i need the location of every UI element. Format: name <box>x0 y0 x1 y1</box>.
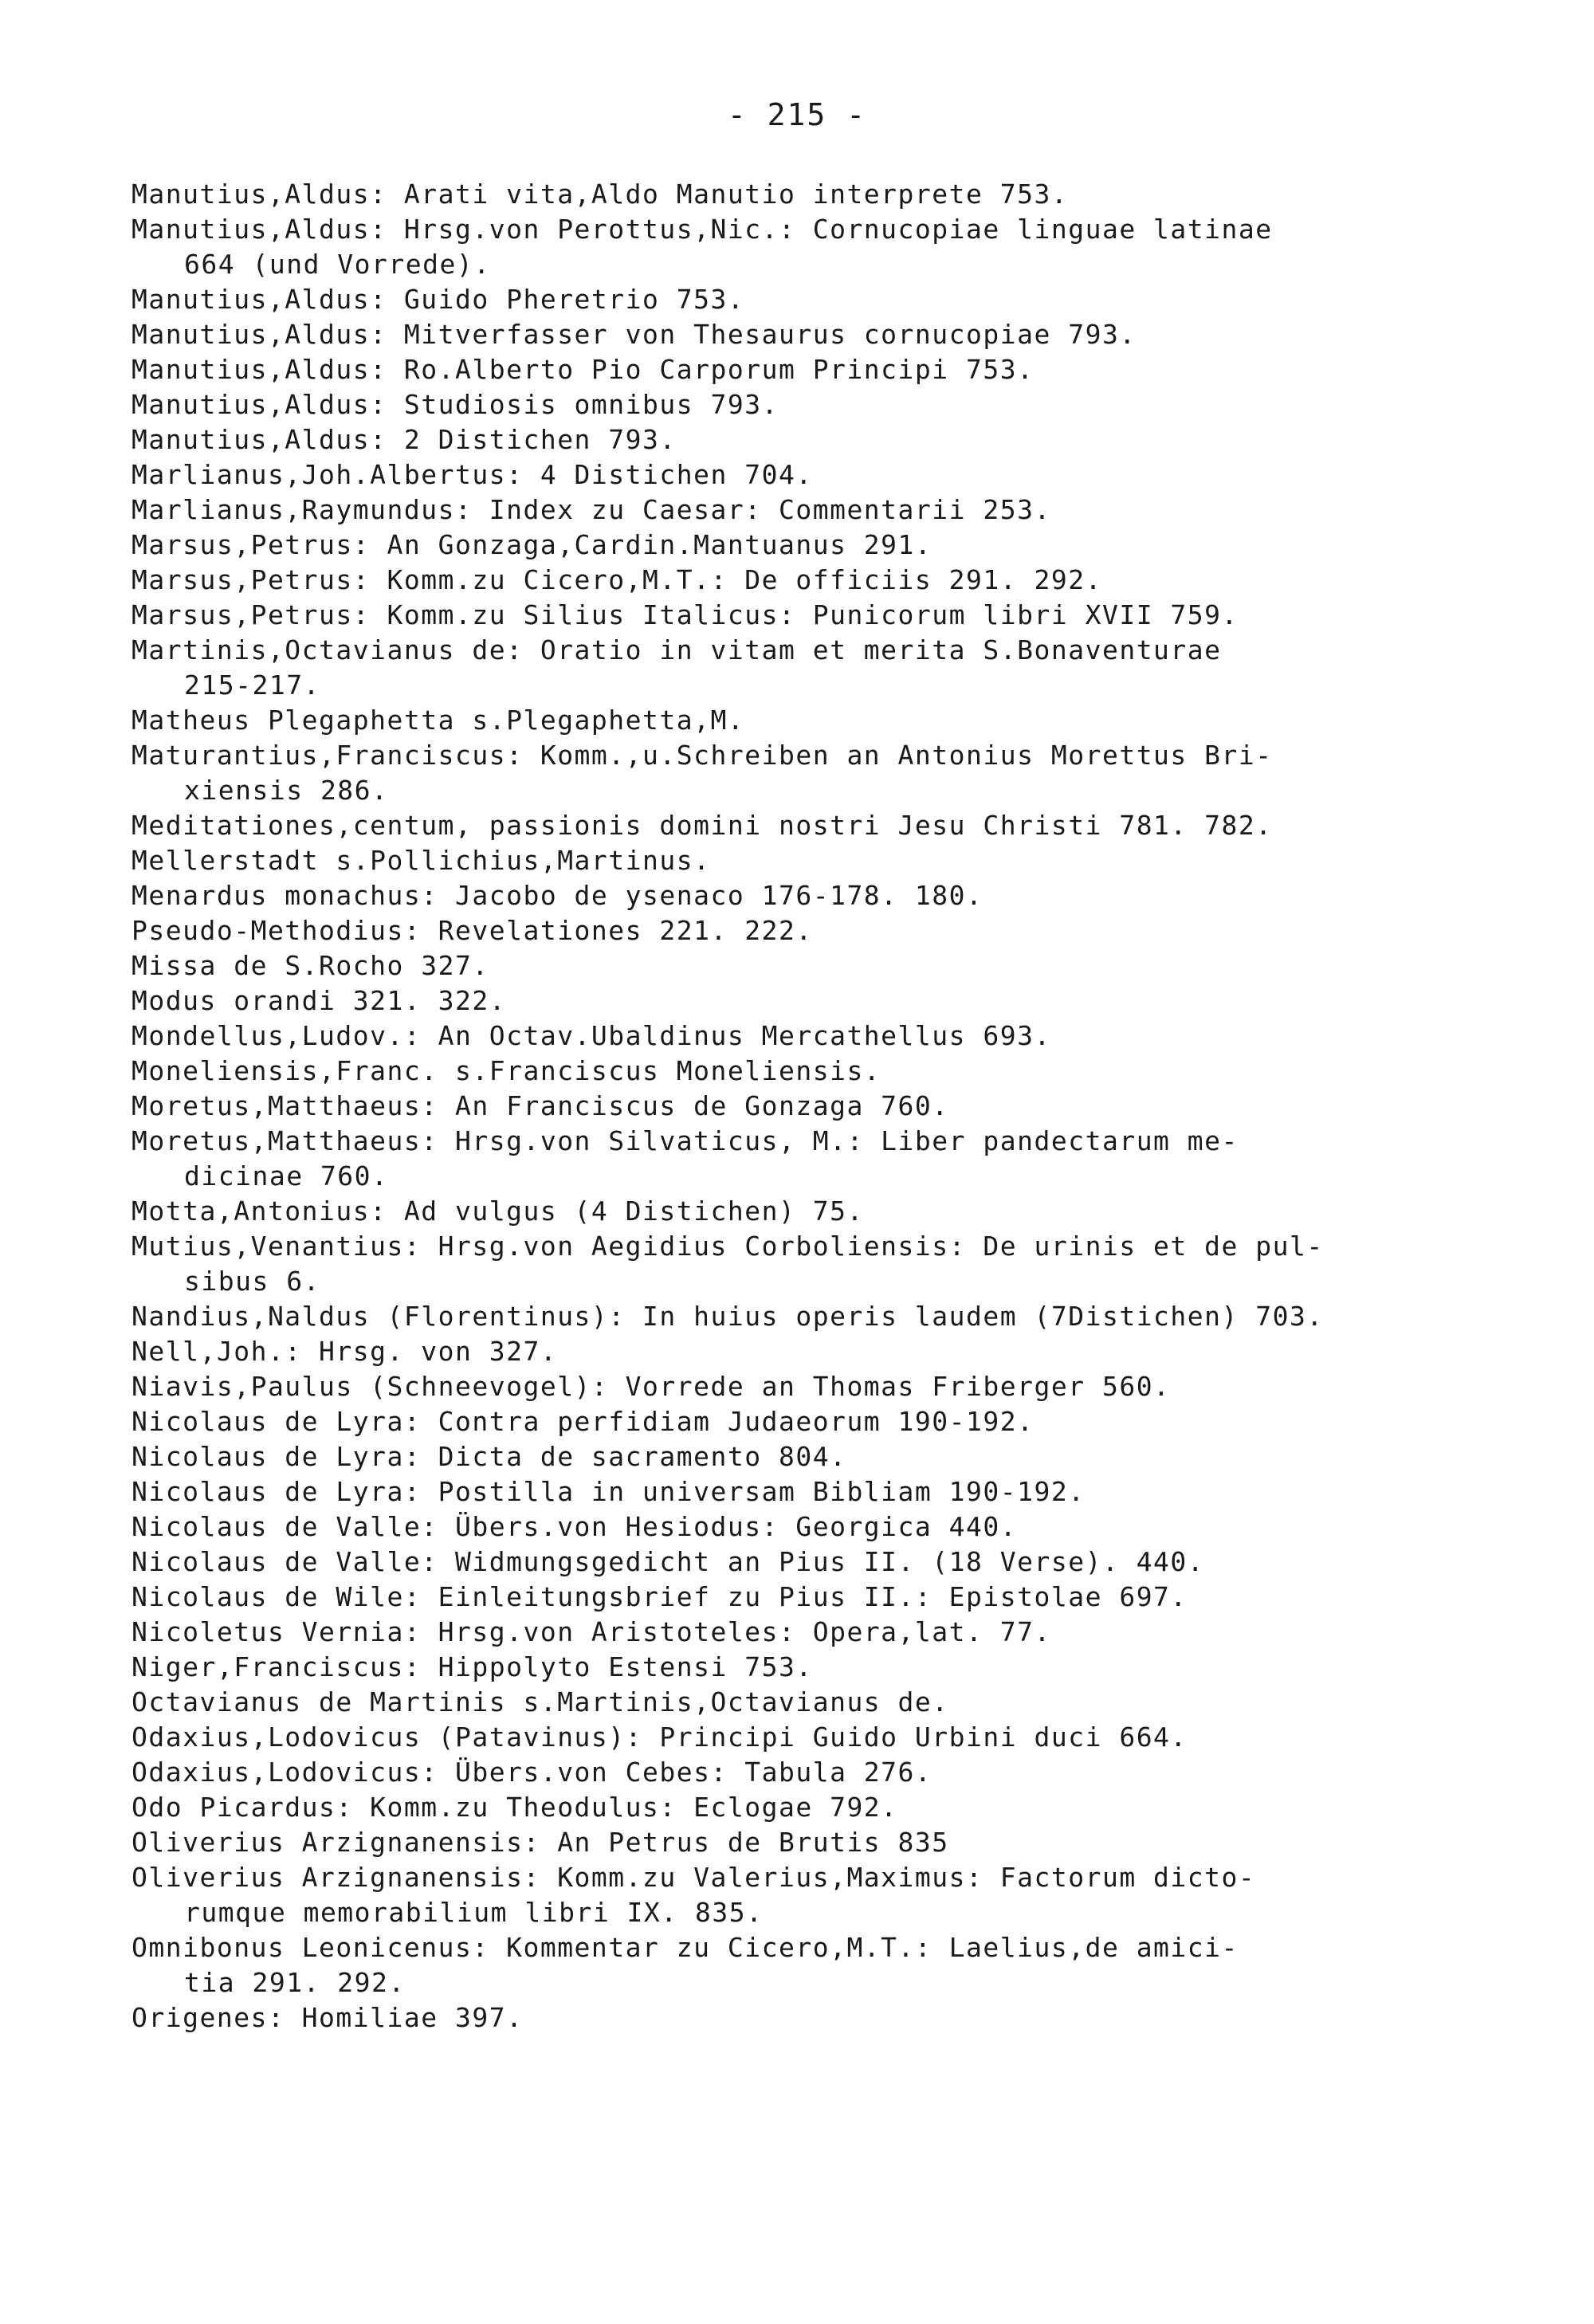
index-entry <box>132 983 1407 1019</box>
index-entry <box>132 1755 1407 1790</box>
index-entry <box>132 598 1407 633</box>
index-entry-line: Nicolaus de Valle: Widmungsgedicht an Pius II. (18 Verse). 440. <box>132 1546 1205 1577</box>
index-entry-line: Omnibonus Leonicenus: Kommentar zu Cicero,M.T.: Laelius,de amici- <box>132 1932 1239 1963</box>
index-entry <box>132 1650 1407 1685</box>
index-entry-line: Moneliensis,Franc. s.Franciscus Moneliensis. <box>132 1055 881 1086</box>
index-entry <box>132 2000 1407 2035</box>
index-entry <box>132 1580 1407 1615</box>
index-entry <box>132 1860 1407 1930</box>
index-entry-line: Odaxius,Lodovicus (Patavinus): Principi Guido Urbini duci 664. <box>132 1721 1188 1753</box>
index-entry-line: Mellerstadt s.Pollichius,Martinus. <box>132 845 711 876</box>
index-entry-line: Mutius,Venantius: Hrsg.von Aegidius Corboliensis: De urinis et de pul- <box>132 1231 1324 1262</box>
index-entry-line: Marsus,Petrus: Komm.zu Cicero,M.T.: De officiis 291. 292. <box>132 564 1102 595</box>
index-entry-line: Motta,Antonius: Ad vulgus (4 Distichen) 75. <box>132 1195 864 1227</box>
index-entry-line: Manutius,Aldus: Hrsg.von Perottus,Nic.: Cornucopiae linguae latinae <box>132 214 1273 245</box>
index-entry <box>132 352 1407 387</box>
index-entry <box>132 387 1407 422</box>
index-entry-line: Modus orandi 321. 322. <box>132 985 507 1016</box>
index-entry <box>132 1790 1407 1825</box>
index-entry-line: Niger,Franciscus: Hippolyto Estensi 753. <box>132 1651 813 1682</box>
index-entry-continuation: 664 (und Vorrede). <box>184 249 491 280</box>
index-entry <box>132 878 1407 913</box>
index-entry <box>132 563 1407 598</box>
index-entry-line: Niavis,Paulus (Schneevogel): Vorrede an Thomas Friberger 560. <box>132 1371 1171 1402</box>
index-entry-line: Odaxius,Lodovicus: Übers.von Cebes: Tabula 276. <box>132 1757 932 1788</box>
index-entry <box>132 528 1407 563</box>
index-entry-continuation: 215-217. <box>184 669 320 701</box>
index-entry-line: Menardus monachus: Jacobo de ysenaco 176-178. 180. <box>132 880 983 911</box>
index-entry-line: Oliverius Arzignanensis: An Petrus de Brutis 835 <box>132 1827 949 1858</box>
index-entry <box>132 1194 1407 1229</box>
index-entry-line: Manutius,Aldus: Mitverfasser von Thesaurus cornucopiae 793. <box>132 319 1137 350</box>
index-entry-line: Nicolaus de Lyra: Contra perfidiam Judaeorum 190-192. <box>132 1406 1035 1437</box>
index-entry-line: Nicoletus Vernia: Hrsg.von Aristoteles: Opera,lat. 77. <box>132 1616 1051 1647</box>
index-entry-line: Manutius,Aldus: Studiosis omnibus 793. <box>132 389 779 420</box>
index-entry-line: Meditationes,centum, passionis domini nostri Jesu Christi 781. 782. <box>132 810 1273 841</box>
index-entry-line: Missa de S.Rocho 327. <box>132 950 489 981</box>
index-entry <box>132 1229 1407 1299</box>
index-entry <box>132 633 1407 703</box>
index-entry-line: Moretus,Matthaeus: An Franciscus de Gonzaga 760. <box>132 1090 949 1121</box>
index-entry <box>132 1299 1407 1334</box>
index-entry-line: Manutius,Aldus: Ro.Alberto Pio Carporum Principi 753. <box>132 354 1035 385</box>
index-entry <box>132 1404 1407 1439</box>
index-entry <box>132 1019 1407 1054</box>
index-entry-line: Origenes: Homiliae 397. <box>132 2002 524 2033</box>
index-entry-continuation: sibus 6. <box>184 1266 320 1297</box>
index-entry <box>132 808 1407 843</box>
index-entry-continuation: xiensis 286. <box>184 775 389 806</box>
index-entry-line: Nicolaus de Lyra: Dicta de sacramento 804. <box>132 1441 847 1472</box>
index-entry-line: Maturantius,Franciscus: Komm.,u.Schreiben an Antonius Morettus Bri- <box>132 740 1273 771</box>
index-entry <box>132 422 1407 457</box>
index-entry <box>132 457 1407 493</box>
page-number: - 215 - <box>727 97 867 132</box>
index-entry-line: Octavianus de Martinis s.Martinis,Octavianus de. <box>132 1686 949 1717</box>
index-entry-line: Marlianus,Joh.Albertus: 4 Distichen 704. <box>132 459 813 490</box>
index-entry <box>132 738 1407 808</box>
index-entry <box>132 1825 1407 1860</box>
index-entry-line: Nandius,Naldus (Florentinus): In huius operis laudem (7Distichen) 703. <box>132 1301 1324 1332</box>
index-entry-line: Marsus,Petrus: An Gonzaga,Cardin.Mantuanus 291. <box>132 529 932 560</box>
index-entry <box>132 1615 1407 1650</box>
index-entry-line: Marsus,Petrus: Komm.zu Silius Italicus: Punicorum libri XVII 759. <box>132 599 1239 630</box>
index-entry-continuation: dicinae 760. <box>184 1160 389 1191</box>
index-entry-continuation: tia 291. 292. <box>184 1967 406 1998</box>
index-entry-line: Martinis,Octavianus de: Oratio in vitam et merita S.Bonaventurae <box>132 634 1222 665</box>
index-entry-line: Nicolaus de Lyra: Postilla in universam Bibliam 190-192. <box>132 1476 1086 1507</box>
index-entry <box>132 1334 1407 1369</box>
index-entry-line: Nicolaus de Wile: Einleitungsbrief zu Pius II.: Epistolae 697. <box>132 1581 1188 1612</box>
index-entry <box>132 317 1407 352</box>
index-entry-line: Matheus Plegaphetta s.Plegaphetta,M. <box>132 705 745 736</box>
index-entry-line: Manutius,Aldus: Guido Pheretrio 753. <box>132 284 745 315</box>
index-entry <box>132 1439 1407 1474</box>
index-entry <box>132 913 1407 948</box>
index-entry <box>132 1930 1407 2000</box>
index-entry <box>132 177 1407 212</box>
index-entry <box>132 1474 1407 1509</box>
index-entry <box>132 493 1407 528</box>
index-entry <box>132 948 1407 983</box>
index-entry-line: Nicolaus de Valle: Übers.von Hesiodus: Georgica 440. <box>132 1511 1018 1542</box>
index-entry <box>132 1545 1407 1580</box>
index-entry <box>132 1054 1407 1089</box>
index-entry-line: Nell,Joh.: Hrsg. von 327. <box>132 1336 558 1367</box>
index-entry <box>132 703 1407 738</box>
index-entry-line: Oliverius Arzignanensis: Komm.zu Valerius,Maximus: Factorum dicto- <box>132 1862 1256 1893</box>
index-entry-line: Odo Picardus: Komm.zu Theodulus: Eclogae 792. <box>132 1792 898 1823</box>
index-entry <box>132 1685 1407 1720</box>
index-entry <box>132 1720 1407 1755</box>
index-entry-line: Manutius,Aldus: Arati vita,Aldo Manutio interprete 753. <box>132 179 1069 210</box>
index-entry-continuation: rumque memorabilium libri IX. 835. <box>184 1897 764 1928</box>
index-entry <box>132 1089 1407 1124</box>
index-entry <box>132 1509 1407 1545</box>
index-entry <box>132 1369 1407 1404</box>
index-entry-line: Manutius,Aldus: 2 Distichen 793. <box>132 424 677 455</box>
index-entry <box>132 843 1407 878</box>
index-entry-line: Pseudo-Methodius: Revelationes 221. 222. <box>132 915 813 946</box>
index-entry <box>132 212 1407 282</box>
index-entry-line: Marlianus,Raymundus: Index zu Caesar: Commentarii 253. <box>132 494 1051 525</box>
index-entry-line: Moretus,Matthaeus: Hrsg.von Silvaticus, M.: Liber pandectarum me- <box>132 1125 1239 1156</box>
index-entry-line: Mondellus,Ludov.: An Octav.Ubaldinus Mercathellus 693. <box>132 1020 1051 1051</box>
index-entry <box>132 1124 1407 1194</box>
index-entry <box>132 282 1407 317</box>
index-list <box>132 177 1407 2035</box>
